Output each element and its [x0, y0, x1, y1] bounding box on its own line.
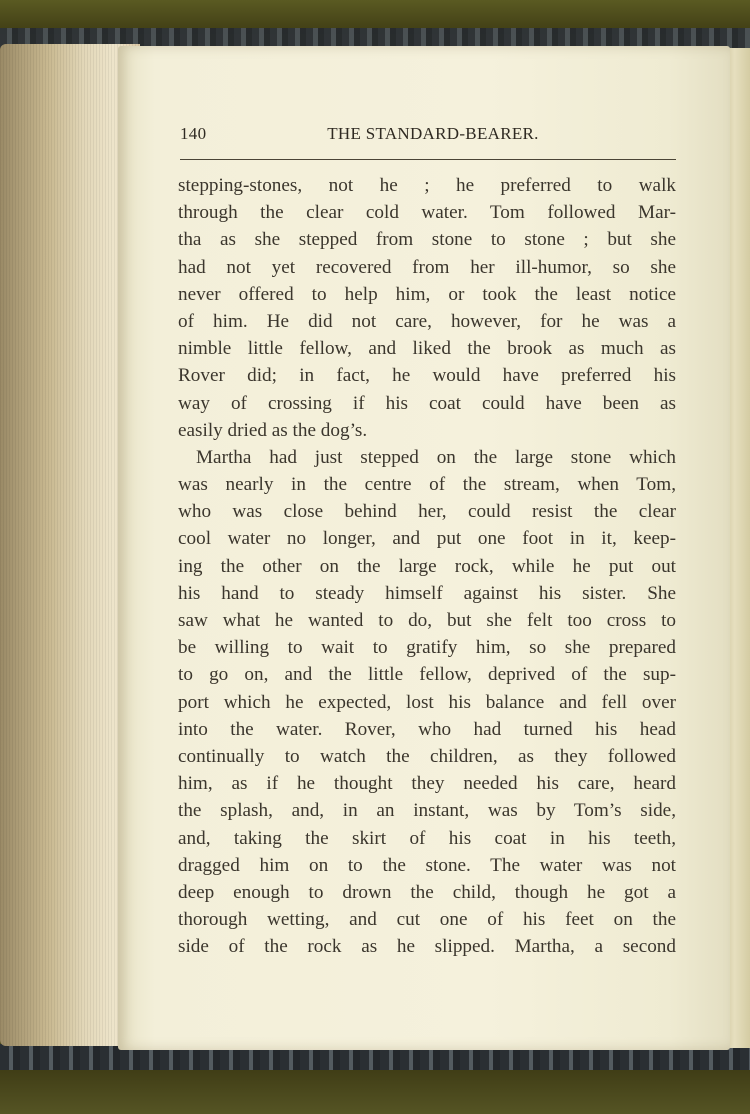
- text-line: his hand to steady himself against his sister. She: [178, 582, 676, 604]
- text-line: deep enough to drown the child, though he got a: [178, 881, 676, 903]
- text-line: the splash, and, in an instant, was by Tom’s side,: [178, 800, 676, 822]
- text-line: continually to watch the children, as they followed: [178, 745, 676, 767]
- text-line: saw what he wanted to do, but she felt too cross to: [178, 610, 676, 631]
- text-line: of him. He did not care, however, for he was a: [178, 310, 676, 332]
- text-line: side of the rock as he slipped. Martha, a second: [178, 936, 676, 958]
- page-number: 140: [180, 124, 207, 143]
- text-line: tha as she stepped from stone to stone ; but she: [178, 229, 676, 251]
- text-line: never offered to help him, or took the least notice: [178, 283, 676, 305]
- text-line: cool water no longer, and put one foot in it, keep-: [178, 528, 676, 550]
- text-line: to go on, and the little fellow, deprived of the sup-: [178, 664, 676, 686]
- text-line: ing the other on the large rock, while he put out: [178, 555, 676, 577]
- text-line: and, taking the skirt of his coat in his teeth,: [178, 827, 676, 849]
- text-line: Rover did; in fact, he would have preferred his: [178, 365, 676, 387]
- running-head: [180, 124, 676, 148]
- text-line: who was close behind her, could resist the clear: [178, 501, 676, 523]
- page-heading: THE STANDARD-BEARER.: [327, 124, 539, 143]
- body-text: [178, 172, 676, 960]
- text-line: port which he expected, lost his balance and fell over: [178, 691, 676, 713]
- text-line: thorough wetting, and cut one of his feet on the: [178, 909, 676, 931]
- text-line: dragged him on to the stone. The water was not: [178, 854, 676, 876]
- text-line: be willing to wait to gratify him, so she prepared: [178, 637, 676, 659]
- backdrop-bottom: [0, 1064, 750, 1114]
- text-line: him, as if he thought they needed his care, heard: [178, 773, 676, 795]
- text-line: way of crossing if his coat could have been as: [178, 392, 676, 414]
- text-line: through the clear cold water. Tom followed Mar-: [178, 202, 676, 224]
- text-line: stepping-stones, not he ; he preferred to walk: [178, 175, 676, 196]
- text-line: Martha had just stepped on the large stone which: [196, 446, 676, 468]
- header-rule: [180, 159, 676, 160]
- text-line: was nearly in the centre of the stream, when Tom,: [178, 474, 676, 496]
- text-line: easily dried as the dog’s.: [178, 419, 368, 441]
- text-line: had not yet recovered from her ill-humor, so she: [178, 256, 676, 278]
- text-line: nimble little fellow, and liked the brook as much as: [178, 338, 676, 360]
- text-line: into the water. Rover, who had turned his head: [178, 718, 676, 740]
